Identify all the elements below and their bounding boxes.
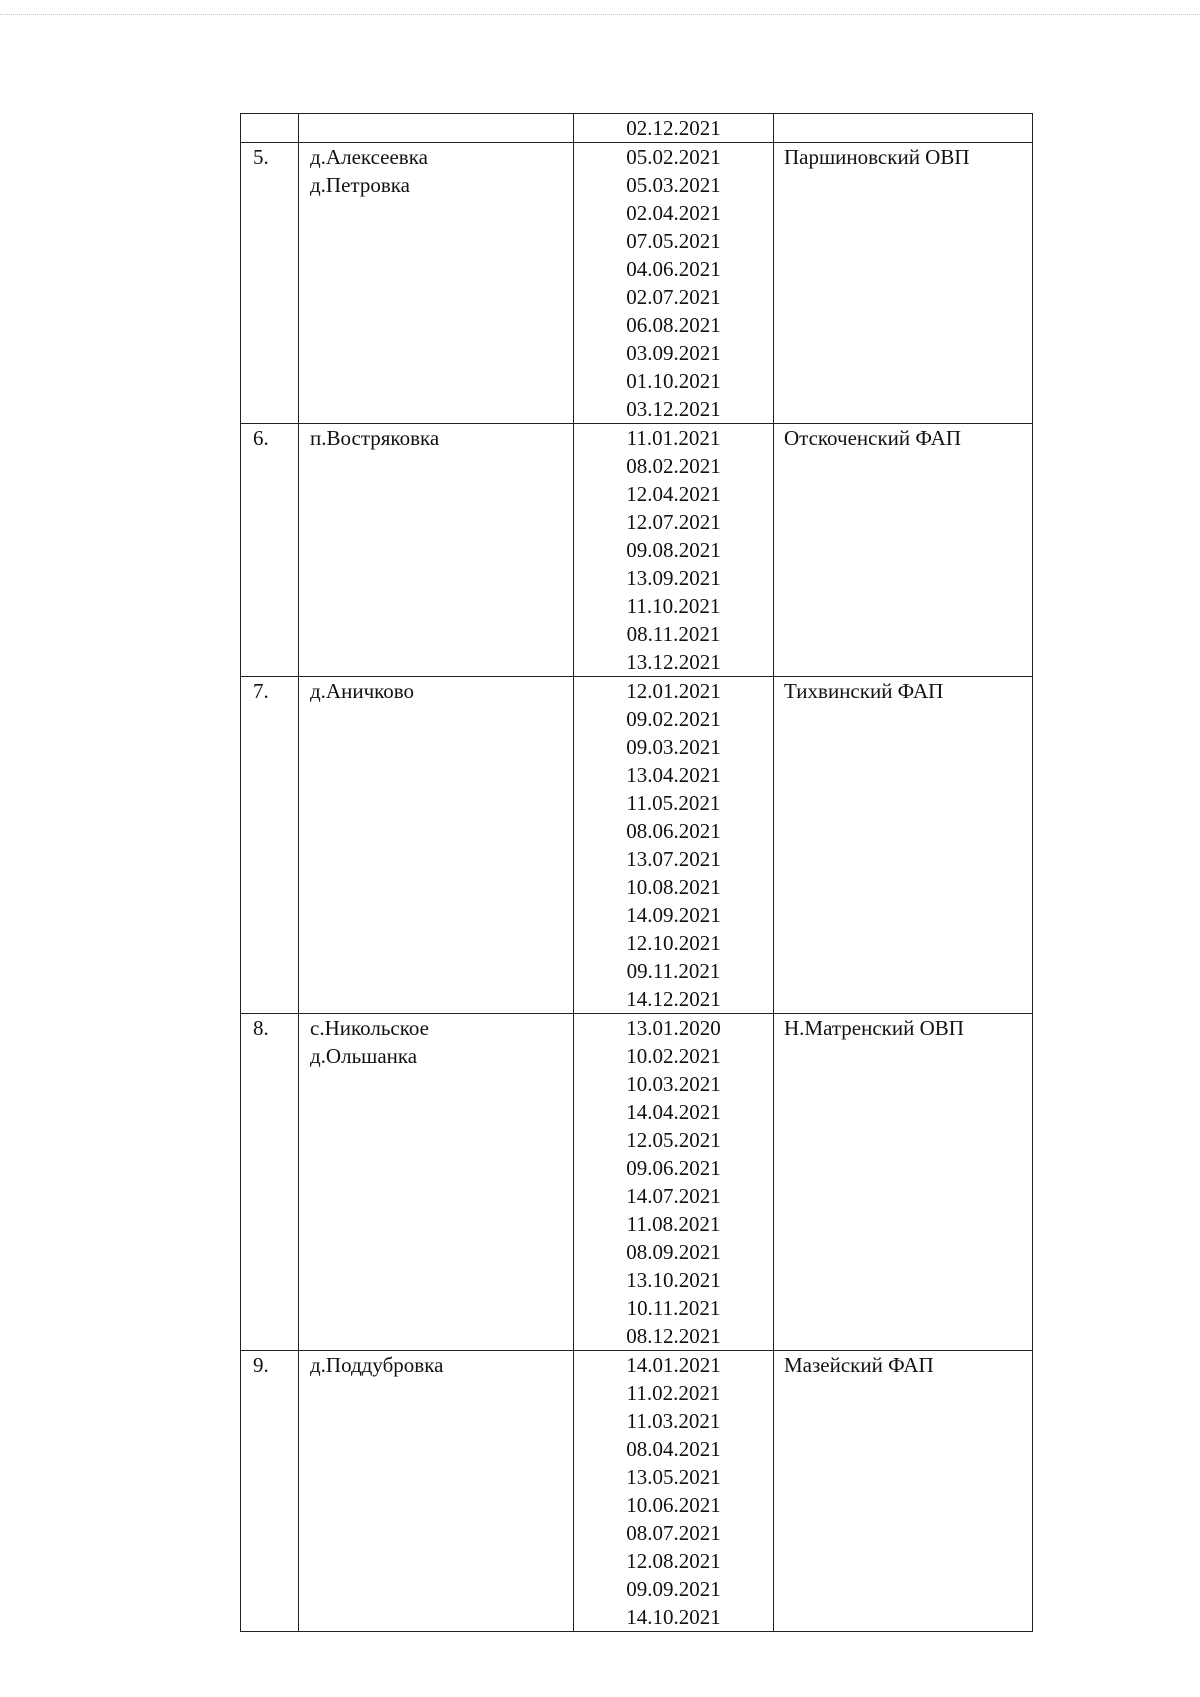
visit-date: 07.05.2021 [626, 229, 721, 253]
visit-date: 12.01.2021 [626, 679, 721, 703]
visit-date: 05.02.2021 [626, 145, 721, 169]
visit-date: 13.05.2021 [626, 1465, 721, 1489]
visit-date: 12.05.2021 [626, 1128, 721, 1152]
visit-date: 08.06.2021 [626, 819, 721, 843]
visit-date: 14.01.2021 [626, 1353, 721, 1377]
row-number: 7. [241, 677, 299, 1014]
visit-date: 03.09.2021 [626, 341, 721, 365]
settlement-cell [299, 114, 574, 143]
visit-date: 09.03.2021 [626, 735, 721, 759]
row-number: 9. [241, 1351, 299, 1632]
dates-cell [574, 677, 774, 1014]
table-row [241, 677, 1033, 1014]
visit-date: 11.01.2021 [626, 426, 721, 450]
settlement-name: д.Ольшанка [310, 1044, 418, 1068]
medical-facility [774, 114, 1033, 143]
settlement-name: с.Никольское [310, 1016, 429, 1040]
visit-date: 08.11.2021 [626, 622, 721, 646]
visit-date: 10.06.2021 [626, 1493, 721, 1517]
visit-date: 13.01.2020 [626, 1016, 721, 1040]
dates-cell [574, 1014, 774, 1351]
visit-date: 12.04.2021 [626, 482, 721, 506]
visit-date: 13.12.2021 [626, 650, 721, 674]
visit-date: 03.12.2021 [626, 397, 721, 421]
settlement-name: п.Востряковка [310, 426, 440, 450]
medical-facility: Н.Матренский ОВП [774, 1014, 1033, 1351]
visit-date: 10.03.2021 [626, 1072, 721, 1096]
visit-date: 06.08.2021 [626, 313, 721, 337]
visit-date: 11.08.2021 [626, 1212, 721, 1236]
visit-date: 01.10.2021 [626, 369, 721, 393]
visit-date: 13.09.2021 [626, 566, 721, 590]
table-row [241, 424, 1033, 677]
visit-date: 11.05.2021 [626, 791, 721, 815]
visit-date: 11.10.2021 [626, 594, 721, 618]
visit-date: 08.12.2021 [626, 1324, 721, 1348]
visit-date: 09.06.2021 [626, 1156, 721, 1180]
visit-date: 09.08.2021 [626, 538, 721, 562]
visit-date: 02.07.2021 [626, 285, 721, 309]
visit-date: 02.12.2021 [626, 116, 721, 140]
medical-facility: Мазейский ФАП [774, 1351, 1033, 1632]
scan-edge-line [0, 14, 1200, 15]
settlement-cell [299, 1351, 574, 1632]
table-row [241, 1351, 1033, 1632]
visit-date: 02.04.2021 [626, 201, 721, 225]
settlement-name: д.Петровка [310, 173, 410, 197]
visit-date: 09.02.2021 [626, 707, 721, 731]
visit-date: 09.11.2021 [626, 959, 721, 983]
visit-date: 08.02.2021 [626, 454, 721, 478]
visit-date: 13.10.2021 [626, 1268, 721, 1292]
dates-cell [574, 1351, 774, 1632]
visit-date: 04.06.2021 [626, 257, 721, 281]
visit-date: 14.12.2021 [626, 987, 721, 1011]
visit-date: 10.08.2021 [626, 875, 721, 899]
settlement-cell [299, 677, 574, 1014]
settlement-name: д.Поддубровка [310, 1353, 444, 1377]
row-number: 8. [241, 1014, 299, 1351]
table-row [241, 143, 1033, 424]
visit-date: 11.02.2021 [626, 1381, 721, 1405]
schedule-table [240, 113, 1033, 1632]
schedule-body [241, 114, 1033, 1632]
dates-cell [574, 114, 774, 143]
visit-date: 08.04.2021 [626, 1437, 721, 1461]
visit-date: 08.09.2021 [626, 1240, 721, 1264]
visit-date: 10.02.2021 [626, 1044, 721, 1068]
medical-facility: Отскоченский ФАП [774, 424, 1033, 677]
settlement-name: д.Алексеевка [310, 145, 428, 169]
visit-date: 10.11.2021 [626, 1296, 721, 1320]
visit-date: 05.03.2021 [626, 173, 721, 197]
medical-facility: Тихвинский ФАП [774, 677, 1033, 1014]
row-number: 6. [241, 424, 299, 677]
visit-date: 12.07.2021 [626, 510, 721, 534]
visit-date: 14.10.2021 [626, 1605, 721, 1629]
visit-date: 14.07.2021 [626, 1184, 721, 1208]
visit-date: 12.10.2021 [626, 931, 721, 955]
row-number [241, 114, 299, 143]
settlement-cell [299, 143, 574, 424]
medical-facility: Паршиновский ОВП [774, 143, 1033, 424]
row-number: 5. [241, 143, 299, 424]
visit-date: 11.03.2021 [626, 1409, 721, 1433]
dates-cell [574, 424, 774, 677]
table-row [241, 114, 1033, 143]
settlement-name: д.Аничково [310, 679, 415, 703]
dates-cell [574, 143, 774, 424]
visit-date: 14.09.2021 [626, 903, 721, 927]
visit-date: 12.08.2021 [626, 1549, 721, 1573]
visit-date: 09.09.2021 [626, 1577, 721, 1601]
visit-date: 13.04.2021 [626, 763, 721, 787]
table-row [241, 1014, 1033, 1351]
settlement-cell [299, 424, 574, 677]
settlement-cell [299, 1014, 574, 1351]
visit-date: 08.07.2021 [626, 1521, 721, 1545]
visit-date: 14.04.2021 [626, 1100, 721, 1124]
visit-date: 13.07.2021 [626, 847, 721, 871]
